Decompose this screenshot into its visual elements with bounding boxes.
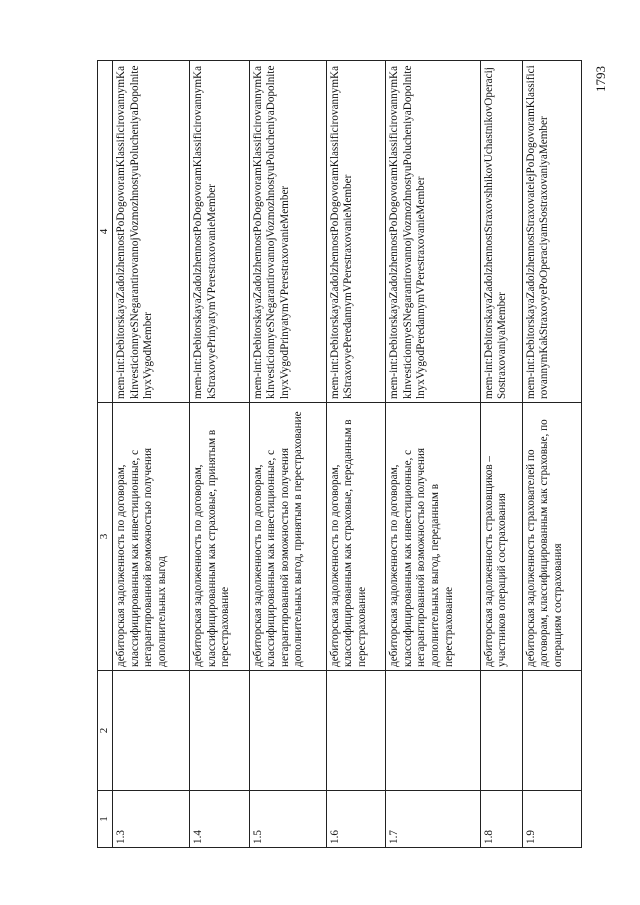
row-description: дебиторская задолженность страхователей по договорам, классифицированным как страховые, по операциям сострахования — [522, 403, 582, 671]
row-description: дебиторская задолженность по договорам, классифицированным как инвестиционные, с негарантированной возможностью получения дополнительных выгод, принятым в перестрахование — [249, 403, 326, 671]
table-row — [113, 61, 190, 848]
row-member: mem-int:DebitorskayaZadolzhennostPoDogovoramKlassificirovannymKakInvesticionnyeSNegarantirovannojVozmozhnostyuPolucheniyaDopolnitelnyxVygodPrinyatymVPerestraxovanieMember — [249, 61, 326, 403]
page-number: 1793 — [593, 66, 608, 92]
row-member: mem-int:DebitorskayaZadolzhennostStraxovshhikovUchastnikovOperacijSostraxovaniyaMember — [480, 61, 522, 403]
row-description: дебиторская задолженность страховщиков – участников операций сострахования — [480, 403, 522, 671]
row-member: mem-int:DebitorskayaZadolzhennostStraxovatelejPoDogovoramKlassificirovannymKakStraxovyePoOperaciyamSostraxovaniyaMember — [522, 61, 582, 403]
table-row — [480, 61, 522, 848]
table-row — [386, 61, 481, 848]
row-code: 1.9 — [522, 791, 582, 848]
row-code: 1.3 — [113, 791, 190, 848]
row-name — [480, 671, 522, 791]
row-code: 1.6 — [326, 791, 385, 848]
header-col-1: 1 — [98, 791, 113, 848]
table-frame — [97, 61, 582, 848]
row-name — [522, 671, 582, 791]
row-member: mem-int:DebitorskayaZadolzhennostPoDogovoramKlassificirovannymKakInvesticionnyeSNegarantirovannojVozmozhnostyuPolucheniyaDopolnitelnyxVygodMember — [113, 61, 190, 403]
row-name — [386, 671, 481, 791]
header-col-2: 2 — [98, 671, 113, 791]
table-row — [522, 61, 582, 848]
member-table — [97, 60, 582, 848]
row-description: дебиторская задолженность по договорам, классифицированным как страховые, переданным в перестрахование — [326, 403, 385, 671]
row-name — [190, 671, 249, 791]
row-code: 1.4 — [190, 791, 249, 848]
table-row — [190, 61, 249, 848]
header-col-3: 3 — [98, 403, 113, 671]
row-description: дебиторская задолженность по договорам, классифицированным как страховые, принятым в перестрахование — [190, 403, 249, 671]
row-description: дебиторская задолженность по договорам, классифицированным как инвестиционные, с негарантированной возможностью получения дополнительных выгод, переданным в перестрахование — [386, 403, 481, 671]
row-member: mem-int:DebitorskayaZadolzhennostPoDogovoramKlassificirovannymKakStraxovyePeredannymVPerestraxovanieMember — [326, 61, 385, 403]
table-row — [249, 61, 326, 848]
row-member: mem-int:DebitorskayaZadolzhennostPoDogovoramKlassificirovannymKakInvesticionnyeSNegarantirovannojVozmozhnostyuPolucheniyaDopolnitelnyxVygodPeredannymVPerestraxovanieMember — [386, 61, 481, 403]
row-description: дебиторская задолженность по договорам, классифицированным как инвестиционные, с негарантированной возможностью получения дополнительных выгод — [113, 403, 190, 671]
row-name — [113, 671, 190, 791]
row-code: 1.7 — [386, 791, 481, 848]
row-code: 1.8 — [480, 791, 522, 848]
row-name — [326, 671, 385, 791]
row-member: mem-int:DebitorskayaZadolzhennostPoDogovoramKlassificirovannymKakStraxovyePrinyatymVPerestraxovanieMember — [190, 61, 249, 403]
rotated-table-container — [97, 61, 582, 848]
header-row — [98, 61, 113, 848]
header-col-4: 4 — [98, 61, 113, 403]
table-row — [326, 61, 385, 848]
row-name — [249, 671, 326, 791]
row-code: 1.5 — [249, 791, 326, 848]
